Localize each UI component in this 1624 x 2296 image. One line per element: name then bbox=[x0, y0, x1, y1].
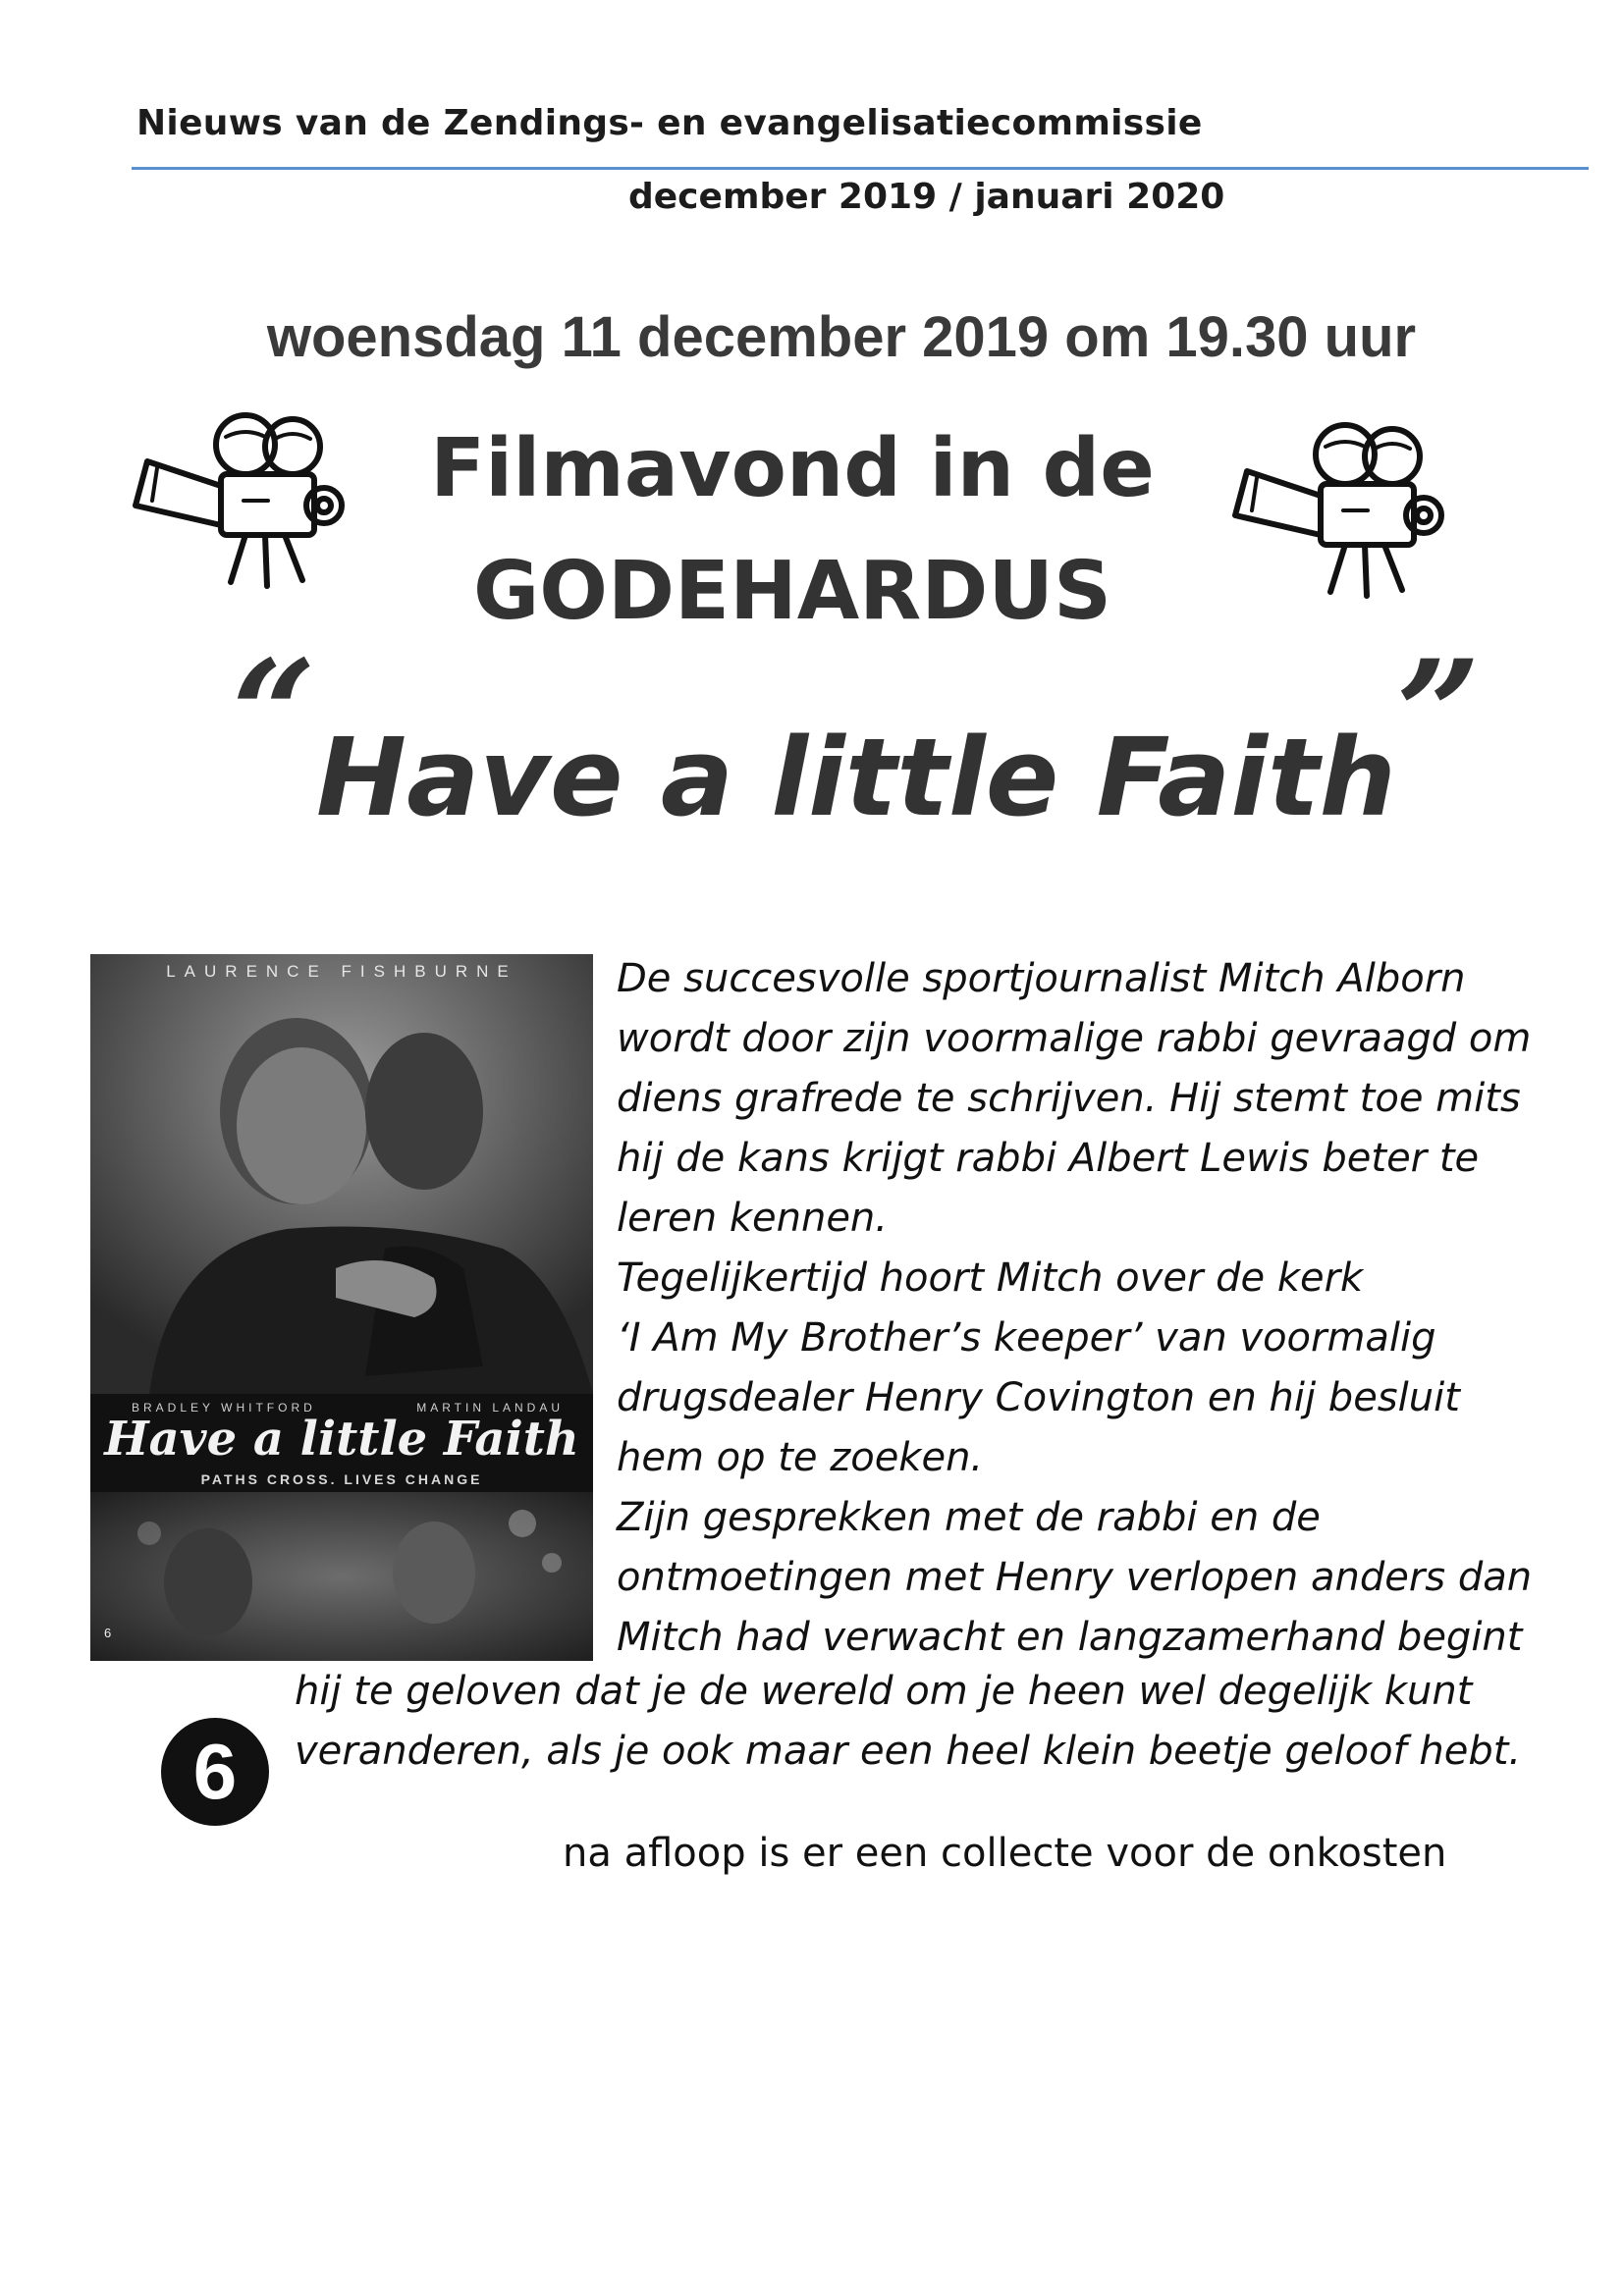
close-quote: ” bbox=[1395, 628, 1482, 801]
event-title-line1: Filmavond in de bbox=[430, 422, 1155, 515]
movie-poster bbox=[90, 954, 593, 1661]
poster-costar-left: BRADLEY WHITFORD bbox=[132, 1401, 316, 1415]
film-description bbox=[617, 949, 1532, 1668]
age-rating-icon: 6 bbox=[161, 1718, 269, 1826]
description-line: Tegelijkertijd hoort Mitch over de kerk bbox=[617, 1255, 1364, 1301]
description-line: hij de kans krijgt rabbi Albert Lewis beter te bbox=[617, 1136, 1480, 1181]
poster-actor: LAURENCE FISHBURNE bbox=[166, 962, 517, 981]
description-line: ontmoetingen met Henry verlopen anders dan bbox=[617, 1555, 1533, 1600]
description-line: hem op te zoeken. bbox=[617, 1435, 984, 1480]
description-line: Zijn gesprekken met de rabbi en de bbox=[617, 1495, 1321, 1540]
poster-title: Have a little Faith bbox=[104, 1412, 579, 1467]
film-title: Have a little Faith bbox=[316, 715, 1396, 840]
poster-rating: 6 bbox=[104, 1626, 112, 1640]
collection-note: na afloop is er een collecte voor de onkosten bbox=[563, 1831, 1447, 1876]
film-title-heading bbox=[0, 628, 1624, 850]
description-line: hij te geloven dat je de wereld om je heen wel degelijk kunt bbox=[295, 1669, 1473, 1714]
film-description-continued bbox=[295, 1662, 1521, 1782]
description-line: De succesvolle sportjournalist Mitch Alborn bbox=[617, 956, 1466, 1001]
event-datetime: woensdag 11 december 2019 om 19.30 uur bbox=[266, 305, 1417, 369]
description-line: ‘I Am My Brother’s keeper’ van voormalig bbox=[617, 1315, 1436, 1361]
open-quote: “ bbox=[231, 628, 317, 801]
description-line: Mitch had verwacht en langzamerhand begint bbox=[617, 1615, 1523, 1660]
description-line: wordt door zijn voormalige rabbi gevraagd om bbox=[617, 1016, 1532, 1061]
newsletter-title: Nieuws van de Zendings- en evangelisatiecommissie bbox=[136, 103, 1203, 143]
newsletter-date: december 2019 / januari 2020 bbox=[628, 177, 1225, 217]
description-line: diens grafrede te schrijven. Hij stemt toe mits bbox=[617, 1076, 1521, 1121]
description-line: drugsdealer Henry Covington en hij besluit bbox=[617, 1375, 1460, 1420]
event-title-line2: GODEHARDUS bbox=[472, 545, 1112, 638]
poster-tagline: PATHS CROSS. LIVES CHANGE bbox=[200, 1471, 483, 1487]
description-line: veranderen, als je ook maar een heel klein beetje geloof hebt. bbox=[295, 1729, 1522, 1774]
description-line: leren kennen. bbox=[617, 1196, 888, 1241]
poster-costar-right: MARTIN LANDAU bbox=[416, 1401, 564, 1415]
header-divider bbox=[132, 167, 1589, 170]
